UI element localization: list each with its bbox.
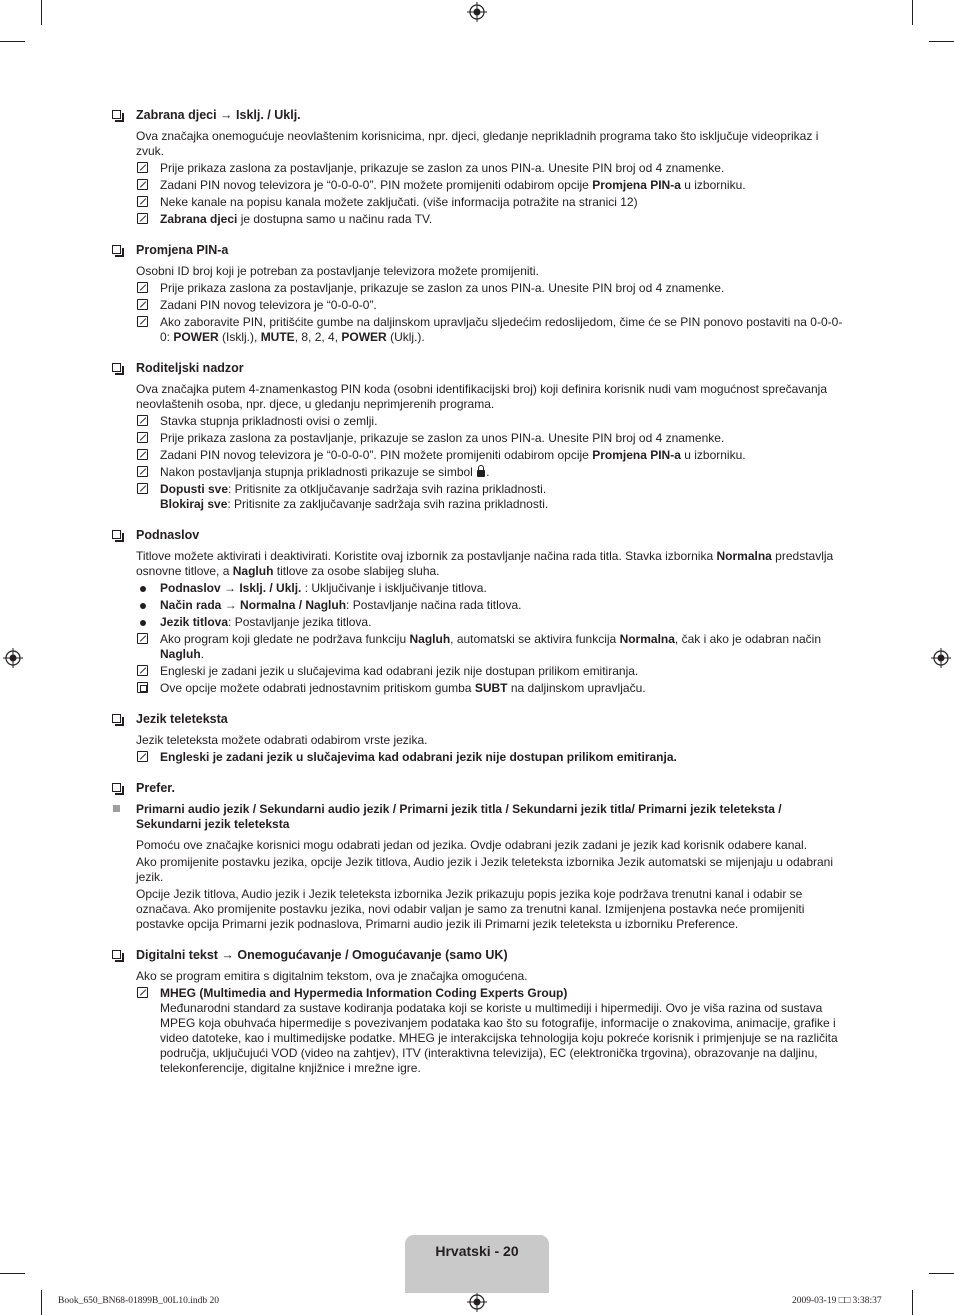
section-title-text: Promjena PIN-a <box>136 243 229 257</box>
page-number: Hrvatski - 20 <box>435 1243 519 1259</box>
bold-text: Promjena PIN-a <box>592 178 681 192</box>
section-title <box>110 948 845 963</box>
note-pencil-icon <box>137 987 148 998</box>
bold-text: Podnaslov → Isklj. / Uklj. <box>160 581 302 595</box>
text-run: Prije prikaza zaslona za postavljanje, prikazuje se zaslon za unos PIN-a. Unesite PIN broj od 4 znamenke. <box>160 281 725 295</box>
text-run: (Uklj.). <box>386 330 425 344</box>
text-run: , čak i ako je odabran način <box>674 632 822 646</box>
text-run: Prije prikaza zaslona za postavljanje, prikazuje se zaslon za unos PIN-a. Unesite PIN broj od 4 znamenke. <box>160 431 725 445</box>
section-title-text: Prefer. <box>136 781 175 795</box>
section-title-text: Jezik teleteksta <box>136 712 228 726</box>
bold-text: Blokiraj sve <box>160 497 228 511</box>
note-pencil-icon <box>137 449 148 460</box>
crop-mark <box>912 0 913 25</box>
print-slug-file: Book_650_BN68-01899B_00L10.indb 20 <box>58 1296 219 1306</box>
note-pencil-icon <box>137 179 148 190</box>
text-run: . <box>200 647 205 661</box>
note-item <box>110 195 845 210</box>
bold-text: Dopusti sve <box>160 482 229 496</box>
note-pencil-icon <box>137 213 148 224</box>
note-pencil-icon <box>137 751 148 762</box>
crop-mark <box>912 1290 913 1315</box>
note-pencil-icon <box>137 282 148 293</box>
registration-mark-icon <box>931 648 951 668</box>
text-run: , automatski se aktivira funkcija <box>450 632 620 646</box>
bold-text: Promjena PIN-a <box>592 448 681 462</box>
menu-path <box>110 802 845 832</box>
note-item <box>110 750 845 765</box>
section-title <box>110 361 845 376</box>
text-run: je dostupna samo u načinu rada TV. <box>237 212 433 226</box>
bold-text: MUTE <box>260 330 295 344</box>
checkbox-icon <box>112 363 121 372</box>
text-run: Zadani PIN novog televizora je “0-0-0-0”. PIN možete promijeniti odabirom opcije <box>160 448 593 462</box>
bullet-item <box>110 581 845 596</box>
text-run: predstavlja osnovne titlove, a <box>136 549 834 578</box>
text-run: Zadani PIN novog televizora je “0-0-0-0”. <box>160 298 377 312</box>
crop-mark <box>41 0 42 25</box>
note-pencil-icon <box>137 665 148 676</box>
note-pencil-icon <box>137 432 148 443</box>
section <box>110 361 845 512</box>
paragraph: Pomoću ove značajke korisnici mogu odabrati jedan od jezika. Ovdje odabrani jezik zadani je jezik kad korisnik odabere kanal. <box>136 838 808 852</box>
text-run: u izborniku. <box>680 448 746 462</box>
text-run: Stavka stupnja prikladnosti ovisi o zemlji. <box>160 414 378 428</box>
bullet-dot-icon <box>140 603 146 609</box>
paragraph: Jezik teleteksta možete odabrati odabirom vrste jezika. <box>136 733 428 747</box>
bold-text: SUBT <box>474 681 508 695</box>
checkbox-icon <box>112 783 121 792</box>
registration-mark-icon <box>467 2 487 22</box>
checkbox-icon <box>112 110 121 119</box>
page-content <box>110 108 845 1092</box>
section <box>110 781 845 932</box>
text-run: Engleski je zadani jezik u slučajevima kad odabrani jezik nije dostupan prilikom emitiranja. <box>160 664 639 678</box>
text-run: Ako program koji gledate ne podržava funkciju <box>160 632 410 646</box>
note-item <box>110 161 845 176</box>
page-number-tab <box>405 1235 549 1293</box>
crop-mark <box>929 1273 954 1274</box>
note-pencil-icon <box>137 415 148 426</box>
note-item <box>110 986 845 1076</box>
note-pencil-icon <box>137 162 148 173</box>
section-title <box>110 712 845 727</box>
bold-text: POWER <box>341 330 387 344</box>
text-run: Neke kanale na popisu kanala možete zaključati. (više informacija potražite na stranici 12) <box>160 195 638 209</box>
section-title <box>110 243 845 258</box>
section <box>110 108 845 227</box>
crop-mark <box>929 41 954 42</box>
note-item <box>110 281 845 296</box>
note-item <box>110 431 845 446</box>
paragraph: Osobni ID broj koji je potreban za postavljanje televizora možete promijeniti. <box>136 264 539 278</box>
checkbox-icon <box>112 950 121 959</box>
bold-text: Zabrana djeci <box>160 212 238 226</box>
lock-icon <box>477 470 485 477</box>
paragraph: Opcije Jezik titlova, Audio jezik i Jezik teleteksta izbornika Jezik prikazuju popis jezika koje podržava trenutni kanal i odabir se označava. Ako promijenite postavku jezika, novi odabir valjan je samo za trenutni kanal. Izmijenjena postavka neće promijeniti postavke opcija Primarni jezik podnaslova, Primarni audio jezik ili Primarni jezik teleteksta u izborniku Preference. <box>136 887 805 931</box>
text-run: na daljinskom upravljaču. <box>507 681 646 695</box>
section-title <box>110 781 845 796</box>
registration-mark-icon <box>467 1292 487 1312</box>
bold-text: Normalna <box>716 549 772 563</box>
bullet-dot-icon <box>140 586 146 592</box>
crop-mark <box>41 1290 42 1315</box>
note-item <box>110 315 845 345</box>
tv-remote-icon <box>137 682 148 693</box>
bold-text: POWER <box>173 330 219 344</box>
note-item <box>110 212 845 227</box>
paragraph: Ova značajka putem 4-znamenkastog PIN koda (osobni identifikacijski broj) koji definira korisnik nudi vam mogućnost sprečavanja neovlaštenih osoba, npr. djece, u gledanju neprimjerenih programa. <box>136 382 827 411</box>
section <box>110 712 845 765</box>
bullet-item <box>110 598 845 613</box>
paragraph <box>110 549 845 579</box>
text-run: Zadani PIN novog televizora je “0-0-0-0”. PIN možete promijeniti odabirom opcije <box>160 178 593 192</box>
bold-text: MHEG (Multimedia and Hypermedia Information Coding Experts Group) <box>160 986 568 1000</box>
note-pencil-icon <box>137 196 148 207</box>
text-run: (Isklj.), <box>218 330 261 344</box>
paragraph: Ako promijenite postavku jezika, opcije Jezik titlova, Audio jezik i Jezik teleteksta izbornika Jezik automatski se mijenjaju u odabrani jezik. <box>136 855 834 884</box>
crop-mark <box>0 1273 25 1274</box>
note-pencil-icon <box>137 633 148 644</box>
note-item <box>110 664 845 679</box>
checkbox-icon <box>112 714 121 723</box>
note-pencil-icon <box>137 483 148 494</box>
note-item <box>110 298 845 313</box>
bold-text: Jezik titlova <box>160 615 229 629</box>
text-run: : Postavljanje načina rada titlova. <box>346 598 522 612</box>
section <box>110 528 845 696</box>
text-run: Ove opcije možete odabrati jednostavnim pritiskom gumba <box>160 681 475 695</box>
note-item <box>110 482 845 512</box>
note-item <box>110 414 845 429</box>
text-run: , 8, 2, 4, <box>294 330 342 344</box>
section-title-text: Podnaslov <box>136 528 200 542</box>
text-run: : Pritisnite za otključavanje sadržaja svih razina prikladnosti. <box>228 482 547 496</box>
note-item <box>110 632 845 662</box>
print-slug-date: 2009-03-19 □□ 3:38:37 <box>792 1296 882 1306</box>
registration-mark-icon <box>3 648 23 668</box>
note-pencil-icon <box>137 466 148 477</box>
checkbox-icon <box>112 245 121 254</box>
text-run: Titlove možete aktivirati i deaktivirati. Koristite ovaj izbornik za postavljanje načina rada titla. Stavka izbornika <box>136 549 717 563</box>
text-run: Ako zaboravite PIN, pritišćite gumbe na daljinskom upravljaču sljedećim redoslijedom, čime će se PIN ponovo postaviti na 0-0-0-0: <box>160 315 843 344</box>
bold-text: Nagluh <box>232 564 274 578</box>
square-bullet-icon <box>113 805 120 812</box>
text-run: Prije prikaza zaslona za postavljanje, prikazuje se zaslon za unos PIN-a. Unesite PIN broj od 4 znamenke. <box>160 161 725 175</box>
note-pencil-icon <box>137 299 148 310</box>
section-title-text: Digitalni tekst → Onemogućavanje / Omogućavanje (samo UK) <box>136 948 508 962</box>
bold-text: Engleski je zadani jezik u slučajevima kad odabrani jezik nije dostupan prilikom emitiranja. <box>160 750 677 764</box>
text-run: : Postavljanje jezika titlova. <box>228 615 372 629</box>
crop-mark <box>0 41 25 42</box>
bold-text: Normalna <box>619 632 675 646</box>
bullet-item <box>110 615 845 630</box>
note-item <box>110 448 845 463</box>
note-item <box>110 465 845 480</box>
note-item <box>110 178 845 193</box>
section <box>110 948 845 1076</box>
bold-text: Način rada → Normalna / Nagluh <box>160 598 347 612</box>
text-run: Međunarodni standard za sustave kodiranja podataka koji se koriste u multimediji i hipermediji. Ovo je viša razina od sustava MPEG koja obuhvaća hipermedije s povezivanjem podataka kao što su fotografije, informacije o znakovima, animacije, grafike i video datoteke, kao i multimedijske podatke. MHEG je interakcijska tehnologija koju pokreće korisnik i primjenjuje se na različita područja, uključujući VOD (video na zahtjev), ITV (interaktivna televizija), EC (elektronička trgovina), obrazovanje na daljinu, telekonferencije, digitalne knjižnice i mrežne igre. <box>160 1001 838 1075</box>
text-run: . <box>486 465 490 479</box>
text-run: : Pritisnite za zaključavanje sadržaja svih razina prikladnosti. <box>227 497 549 511</box>
section <box>110 243 845 345</box>
section-title <box>110 108 845 123</box>
section-title <box>110 528 845 543</box>
note-pencil-icon <box>137 316 148 327</box>
paragraph: Ova značajka onemogućuje neovlaštenim korisnicima, npr. djeci, gledanje neprikladnih programa tako što isključuje videoprikaz i zvuk. <box>136 129 819 158</box>
menu-path-text: Primarni audio jezik / Sekundarni audio jezik / Primarni jezik titla / Sekundarni jezik titla/ Primarni jezik teleteksta / Sekundarni jezik teleteksta <box>136 802 782 831</box>
text-run: : Uključivanje i isključivanje titlova. <box>301 581 487 595</box>
text-run: u izborniku. <box>680 178 746 192</box>
section-title-text: Zabrana djeci → Isklj. / Uklj. <box>136 108 301 122</box>
bold-text: Nagluh <box>409 632 451 646</box>
note-item <box>110 681 845 696</box>
bullet-dot-icon <box>140 620 146 626</box>
section-title-text: Roditeljski nadzor <box>136 361 244 375</box>
text-run: Nakon postavljanja stupnja prikladnosti prikazuje se simbol <box>160 465 477 479</box>
bold-text: Nagluh <box>160 647 201 661</box>
text-run: titlove za osobe slabijeg sluha. <box>273 564 440 578</box>
paragraph: Ako se program emitira s digitalnim tekstom, ova je značajka omogućena. <box>136 969 528 983</box>
checkbox-icon <box>112 530 121 539</box>
